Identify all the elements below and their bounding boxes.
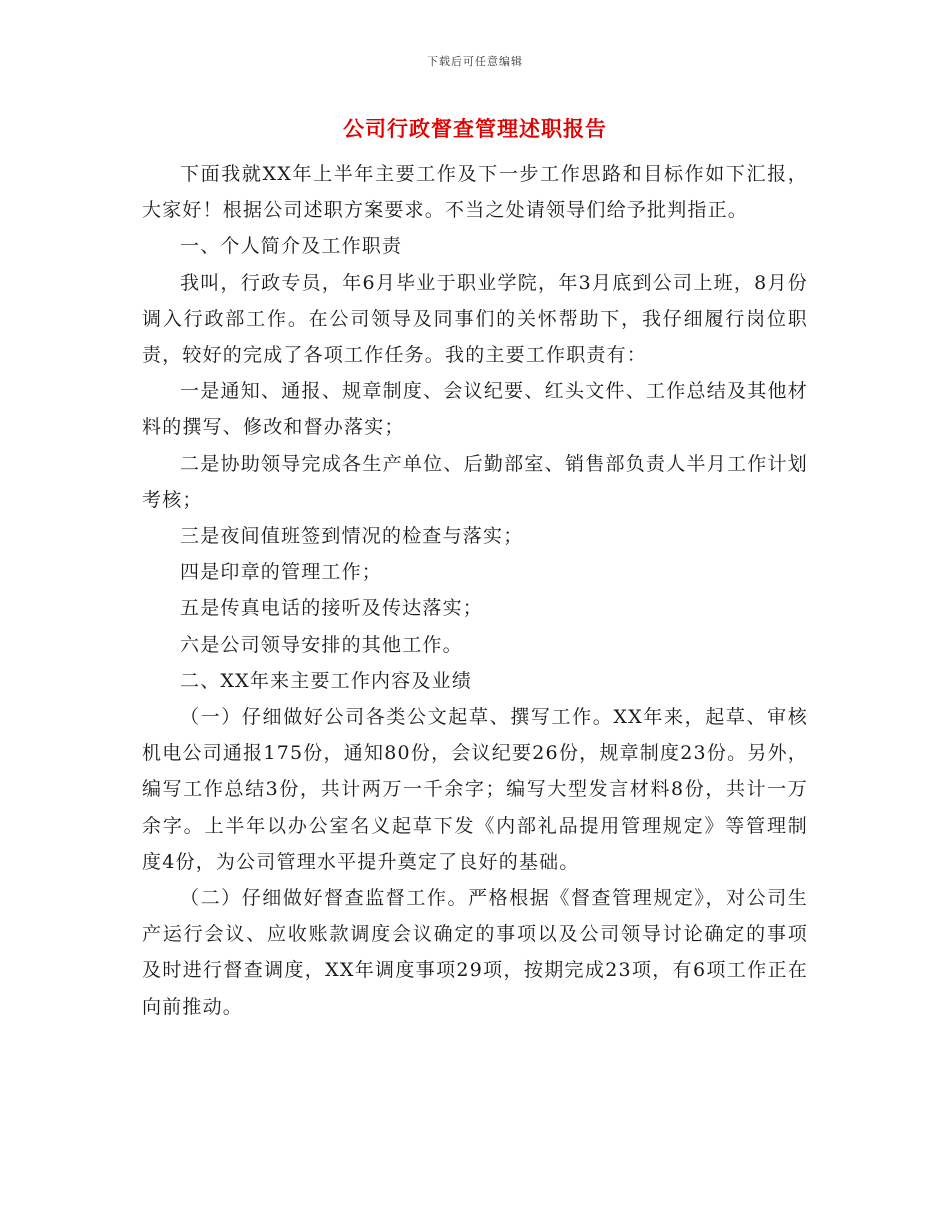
document-title: 公司行政督查管理述职报告 bbox=[343, 116, 607, 141]
paragraph-intro: 下面我就XX年上半年主要工作及下一步工作思路和目标作如下汇报，大家好！根据公司述职方案要求。不当之处请领导们给予批判指正。 bbox=[142, 163, 808, 222]
duty-item-3: 三是夜间值班签到情况的检查与落实； bbox=[180, 525, 524, 548]
page-header-note: 下载后可任意编辑 bbox=[427, 55, 523, 68]
section-heading-achievements: 二、XX年来主要工作内容及业绩 bbox=[180, 669, 473, 692]
paragraph-supervision: （二）仔细做好督查监督工作。严格根据《督查管理规定》，对公司生产运行会议、应收账款调度会议确定的事项以及公司领导讨论确定的事项及时进行督查调度，XX年调度事项29项，按期完成23项，有6项工作正在向前推动。 bbox=[142, 887, 808, 1018]
duty-item-6: 六是公司领导安排的其他工作。 bbox=[180, 633, 463, 656]
paragraph-document-drafting: （一）仔细做好公司各类公文起草、撰写工作。XX年来，起草、审核机电公司通报175份，通知80份，会议纪要26份，规章制度23份。另外，编写工作总结3份，共计两万一千余字；编写大型发言材料8份，共计一万余字。上半年以办公室名义起草下发《内部礼品提用管理规定》等管理制度4份，为公司管理水平提升奠定了良好的基础。 bbox=[142, 706, 808, 873]
duty-item-2: 二是协助领导完成各生产单位、后勤部室、销售部负责人半月工作计划考核； bbox=[142, 452, 808, 511]
duty-item-4: 四是印章的管理工作； bbox=[180, 561, 383, 584]
duty-item-1: 一是通知、通报、规章制度、会议纪要、红头文件、工作总结及其他材料的撰写、修改和督办落实； bbox=[142, 380, 808, 439]
duty-item-5: 五是传真电话的接听及传达落实； bbox=[180, 597, 484, 620]
document-body bbox=[142, 156, 808, 1025]
paragraph-self-intro: 我叫，行政专员，年6月毕业于职业学院，年3月底到公司上班，8月份调入行政部工作。在公司领导及同事们的关怀帮助下，我仔细履行岗位职责，较好的完成了各项工作任务。我的主要工作职责有： bbox=[142, 271, 808, 367]
section-heading-profile: 一、个人简介及工作职责 bbox=[180, 235, 403, 258]
